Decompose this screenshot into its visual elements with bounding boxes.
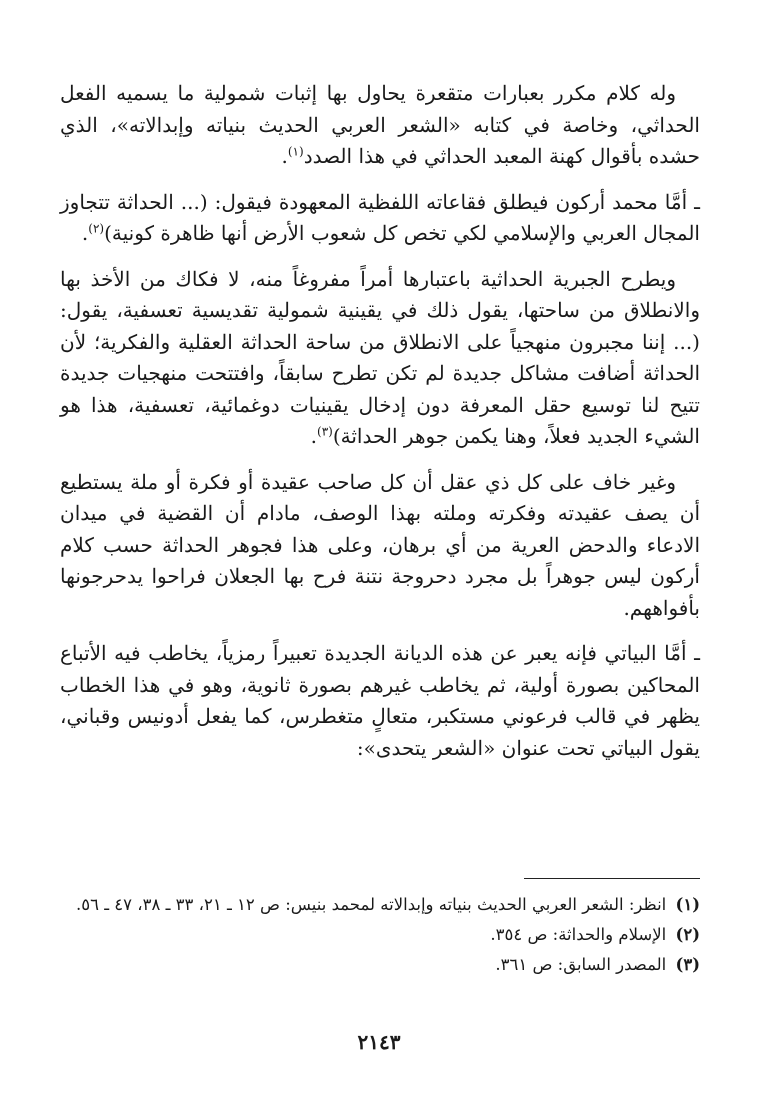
- footnotes: [60, 890, 700, 980]
- footnote-number-1: (١): [675, 895, 700, 914]
- footnote-separator: [524, 878, 700, 879]
- paragraph-3-text: ويطرح الجبرية الحداثية باعتبارها أمراً مفروغاً منه، لا فكاك من الأخذ بها والانطلاق من ساحتها، يقول ذلك في يقينية شمولية تقديسية تعسفية، يقول: (... إننا مجبرون منهجياً على الانطلاق من ساحة الحداثة العقلية والفكرية؛ لأن الحداثة أضافت مشاكل جديدة لم تكن تطرح سابقاً، وافتتحت منهجيات جديدة تتيح لنا توسيع حقل المعرفة دون إدخال يقينيات دوغمائية، تعسفية، هذا هو الشيء الجديد فعلاً، وهنا يكمن جوهر الحداثة): [60, 266, 700, 448]
- paragraph-2-end: .: [81, 221, 89, 245]
- footnote-number-2: (٢): [675, 925, 700, 944]
- paragraph-3-end: .: [310, 424, 318, 448]
- footnote-ref-1: (١): [287, 144, 304, 159]
- paragraph-2: [60, 187, 700, 250]
- footnote-ref-2: (٢): [88, 221, 105, 236]
- main-text: [60, 78, 700, 764]
- footnote-2: [60, 920, 700, 950]
- footnote-text-2: الإسلام والحداثة: ص ٣٥٤.: [490, 925, 667, 944]
- paragraph-1-text: وله كلام مكرر بعبارات متقعرة يحاول بها إثبات شمولية ما يسميه الفعل الحداثي، وخاصة في كتابه «الشعر العربي الحديث بنياته وإبدالاته»، الذي حشده بأقوال كهنة المعبد الحداثي في هذا الصدد: [60, 81, 700, 168]
- paragraph-1: [60, 78, 700, 173]
- footnote-3: [60, 950, 700, 980]
- footnote-text-1: انظر: الشعر العربي الحديث بنياته وإبدالاته لمحمد بنيس: ص ١٢ ـ ٢١، ٣٣ ـ ٣٨، ٤٧ ـ ٥٦.: [75, 895, 667, 914]
- paragraph-2-text: ـ أمَّا محمد أركون فيطلق فقاعاته اللفظية المعهودة فيقول: (... الحداثة تتجاوز المجال العربي والإسلامي لكي تخص كل شعوب الأرض أنها ظاهرة كونية): [60, 189, 700, 245]
- paragraph-4: [60, 467, 700, 625]
- footnote-text-3: المصدر السابق: ص ٣٦١.: [495, 955, 667, 974]
- footnote-1: [60, 890, 700, 920]
- paragraph-1-end: .: [281, 144, 288, 168]
- footnote-ref-3: (٣): [317, 424, 333, 439]
- paragraph-5-text: ـ أمَّا البياتي فإنه يعبر عن هذه الديانة الجديدة تعبيراً رمزياً، يخاطب فيه الأتباع المحاكين بصورة أولية، ثم يخاطب غيرهم بصورة ثانوية، وهو في هذا الخطاب يظهر في قالب فرعوني مستكبر، متعالٍ متغطرس، كما يفعل أدونيس وقباني، يقول البياتي تحت عنوان «الشعر يتحدى»:: [60, 641, 700, 760]
- paragraph-5: [60, 638, 700, 764]
- paragraph-3: [60, 264, 700, 453]
- footnote-number-3: (٣): [675, 955, 700, 974]
- page-number: ٢١٤٣: [357, 1030, 401, 1054]
- paragraph-4-text: وغير خاف على كل ذي عقل أن كل صاحب عقيدة أو فكرة أو ملة يستطيع أن يصف عقيدته وفكرته وملته بهذا الوصف، مادام أن القضية في ميدان الادعاء والدحض العرية من أي برهان، وعلى هذا فجوهر الحداثة حسب كلام أركون ليس جوهراً بل مجرد دحروجة نتنة فرح بها الجعلان فراحوا يدحرجونها بأفواههم.: [60, 469, 700, 620]
